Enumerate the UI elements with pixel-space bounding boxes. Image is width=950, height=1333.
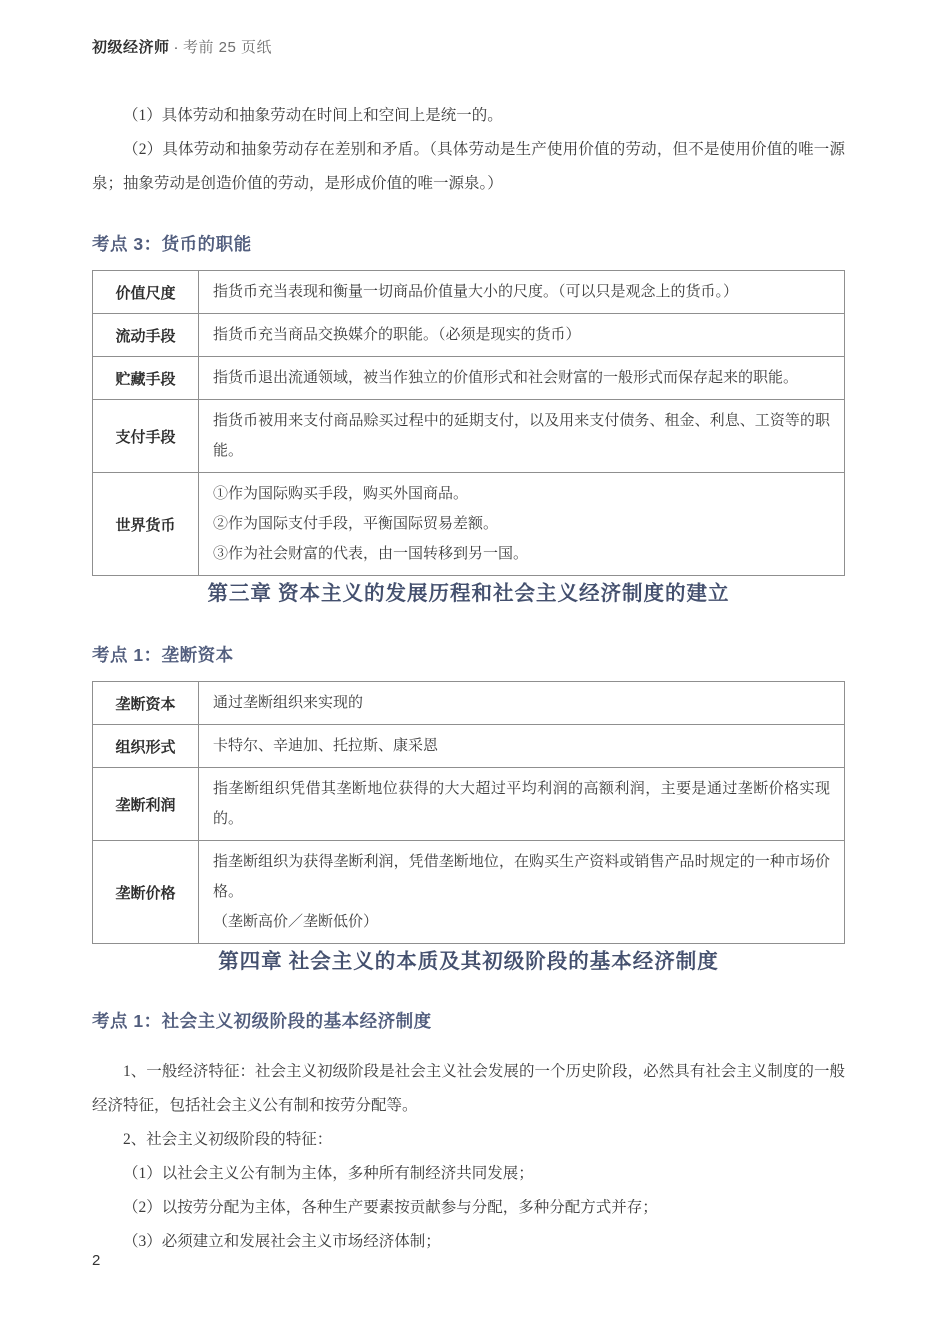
cell-text: 指垄断组织为获得垄断利润，凭借垄断地位，在购买生产资料或销售产品时规定的一种市场价格。 <box>213 854 830 900</box>
monopoly-capital-table <box>92 681 845 944</box>
row-label: 价值尺度 <box>93 271 199 314</box>
row-content <box>199 357 845 400</box>
page-number: 2 <box>92 1252 101 1269</box>
row-content <box>199 314 845 357</box>
row-content <box>199 400 845 473</box>
row-label: 流动手段 <box>93 314 199 357</box>
table-row <box>93 400 845 473</box>
cell-text: 指货币退出流通领域，被当作独立的价值形式和社会财富的一般形式而保存起来的职能。 <box>213 370 799 386</box>
cell-text: 通过垄断组织来实现的 <box>213 695 364 711</box>
row-label: 垄断利润 <box>93 768 199 841</box>
heading-basic-economic-system: 考点 1：社会主义初级阶段的基本经济制度 <box>92 1011 432 1031</box>
row-label: 垄断价格 <box>93 841 199 944</box>
body-paragraph-4: （2）以按劳分配为主体，各种生产要素按贡献参与分配，多种分配方式并存； <box>123 1199 658 1216</box>
intro-section <box>92 99 845 201</box>
row-label: 组织形式 <box>93 725 199 768</box>
body-paragraph-2: 2、社会主义初级阶段的特征： <box>123 1131 333 1148</box>
heading-monopoly-capital: 考点 1：垄断资本 <box>92 645 234 665</box>
cell-text: 指货币充当表现和衡量一切商品价值量大小的尺度。（可以只是观念上的货币。） <box>213 284 739 300</box>
document-header <box>92 0 845 57</box>
body-paragraph-1: 1、一般经济特征：社会主义初级阶段是社会主义社会发展的一个历史阶段，必然具有社会主义制度的一般经济特征，包括社会主义公有制和按劳分配等。 <box>92 1063 845 1114</box>
row-content <box>199 768 845 841</box>
row-label: 垄断资本 <box>93 682 199 725</box>
basic-economic-section <box>92 1055 845 1259</box>
table-row <box>93 357 845 400</box>
row-content <box>199 271 845 314</box>
row-content <box>199 725 845 768</box>
body-paragraph-3: （1）以社会主义公有制为主体，多种所有制经济共同发展； <box>123 1165 534 1182</box>
intro-paragraph-2: （2）具体劳动和抽象劳动存在差别和矛盾。（具体劳动是生产使用价值的劳动，但不是使用价值的唯一源泉；抽象劳动是创造价值的劳动，是形成价值的唯一源泉。） <box>92 141 845 192</box>
cell-text: 指货币充当商品交换媒介的职能。（必须是现实的货币） <box>213 327 581 343</box>
table-row <box>93 725 845 768</box>
row-label: 贮藏手段 <box>93 357 199 400</box>
chapter-3-title: 第三章 资本主义的发展历程和社会主义经济制度的建立 <box>207 583 730 605</box>
row-content <box>199 841 845 944</box>
cell-text: 指货币被用来支付商品赊买过程中的延期支付，以及用来支付债务、租金、利息、工资等的职能。 <box>213 413 830 459</box>
intro-paragraph-1: （1）具体劳动和抽象劳动在时间上和空间上是统一的。 <box>123 107 503 124</box>
header-subtitle: 考前 25 页纸 <box>183 39 273 56</box>
money-functions-table <box>92 270 845 576</box>
table-row <box>93 314 845 357</box>
row-label: 支付手段 <box>93 400 199 473</box>
table-row <box>93 271 845 314</box>
table-row <box>93 841 845 944</box>
chapter-4-title: 第四章 社会主义的本质及其初级阶段的基本经济制度 <box>218 951 719 973</box>
cell-text: ③作为社会财富的代表，由一国转移到另一国。 <box>213 546 529 562</box>
body-paragraph-5: （3）必须建立和发展社会主义市场经济体制； <box>123 1233 441 1250</box>
cell-text: ①作为国际购买手段，购买外国商品。 <box>213 486 469 502</box>
header-separator: · <box>173 39 180 56</box>
cell-text: ②作为国际支付手段，平衡国际贸易差额。 <box>213 516 499 532</box>
table-row <box>93 473 845 576</box>
heading-money-functions: 考点 3：货币的职能 <box>92 234 252 254</box>
table-row <box>93 768 845 841</box>
document-page <box>92 0 845 1259</box>
cell-text: 卡特尔、辛迪加、托拉斯、康采恩 <box>213 738 439 754</box>
cell-text: （垄断高价／垄断低价） <box>213 914 379 930</box>
row-label: 世界货币 <box>93 473 199 576</box>
row-content <box>199 473 845 576</box>
header-brand: 初级经济师 <box>92 39 170 56</box>
table-row <box>93 682 845 725</box>
row-content <box>199 682 845 725</box>
cell-text: 指垄断组织凭借其垄断地位获得的大大超过平均利润的高额利润，主要是通过垄断价格实现的。 <box>213 781 830 827</box>
